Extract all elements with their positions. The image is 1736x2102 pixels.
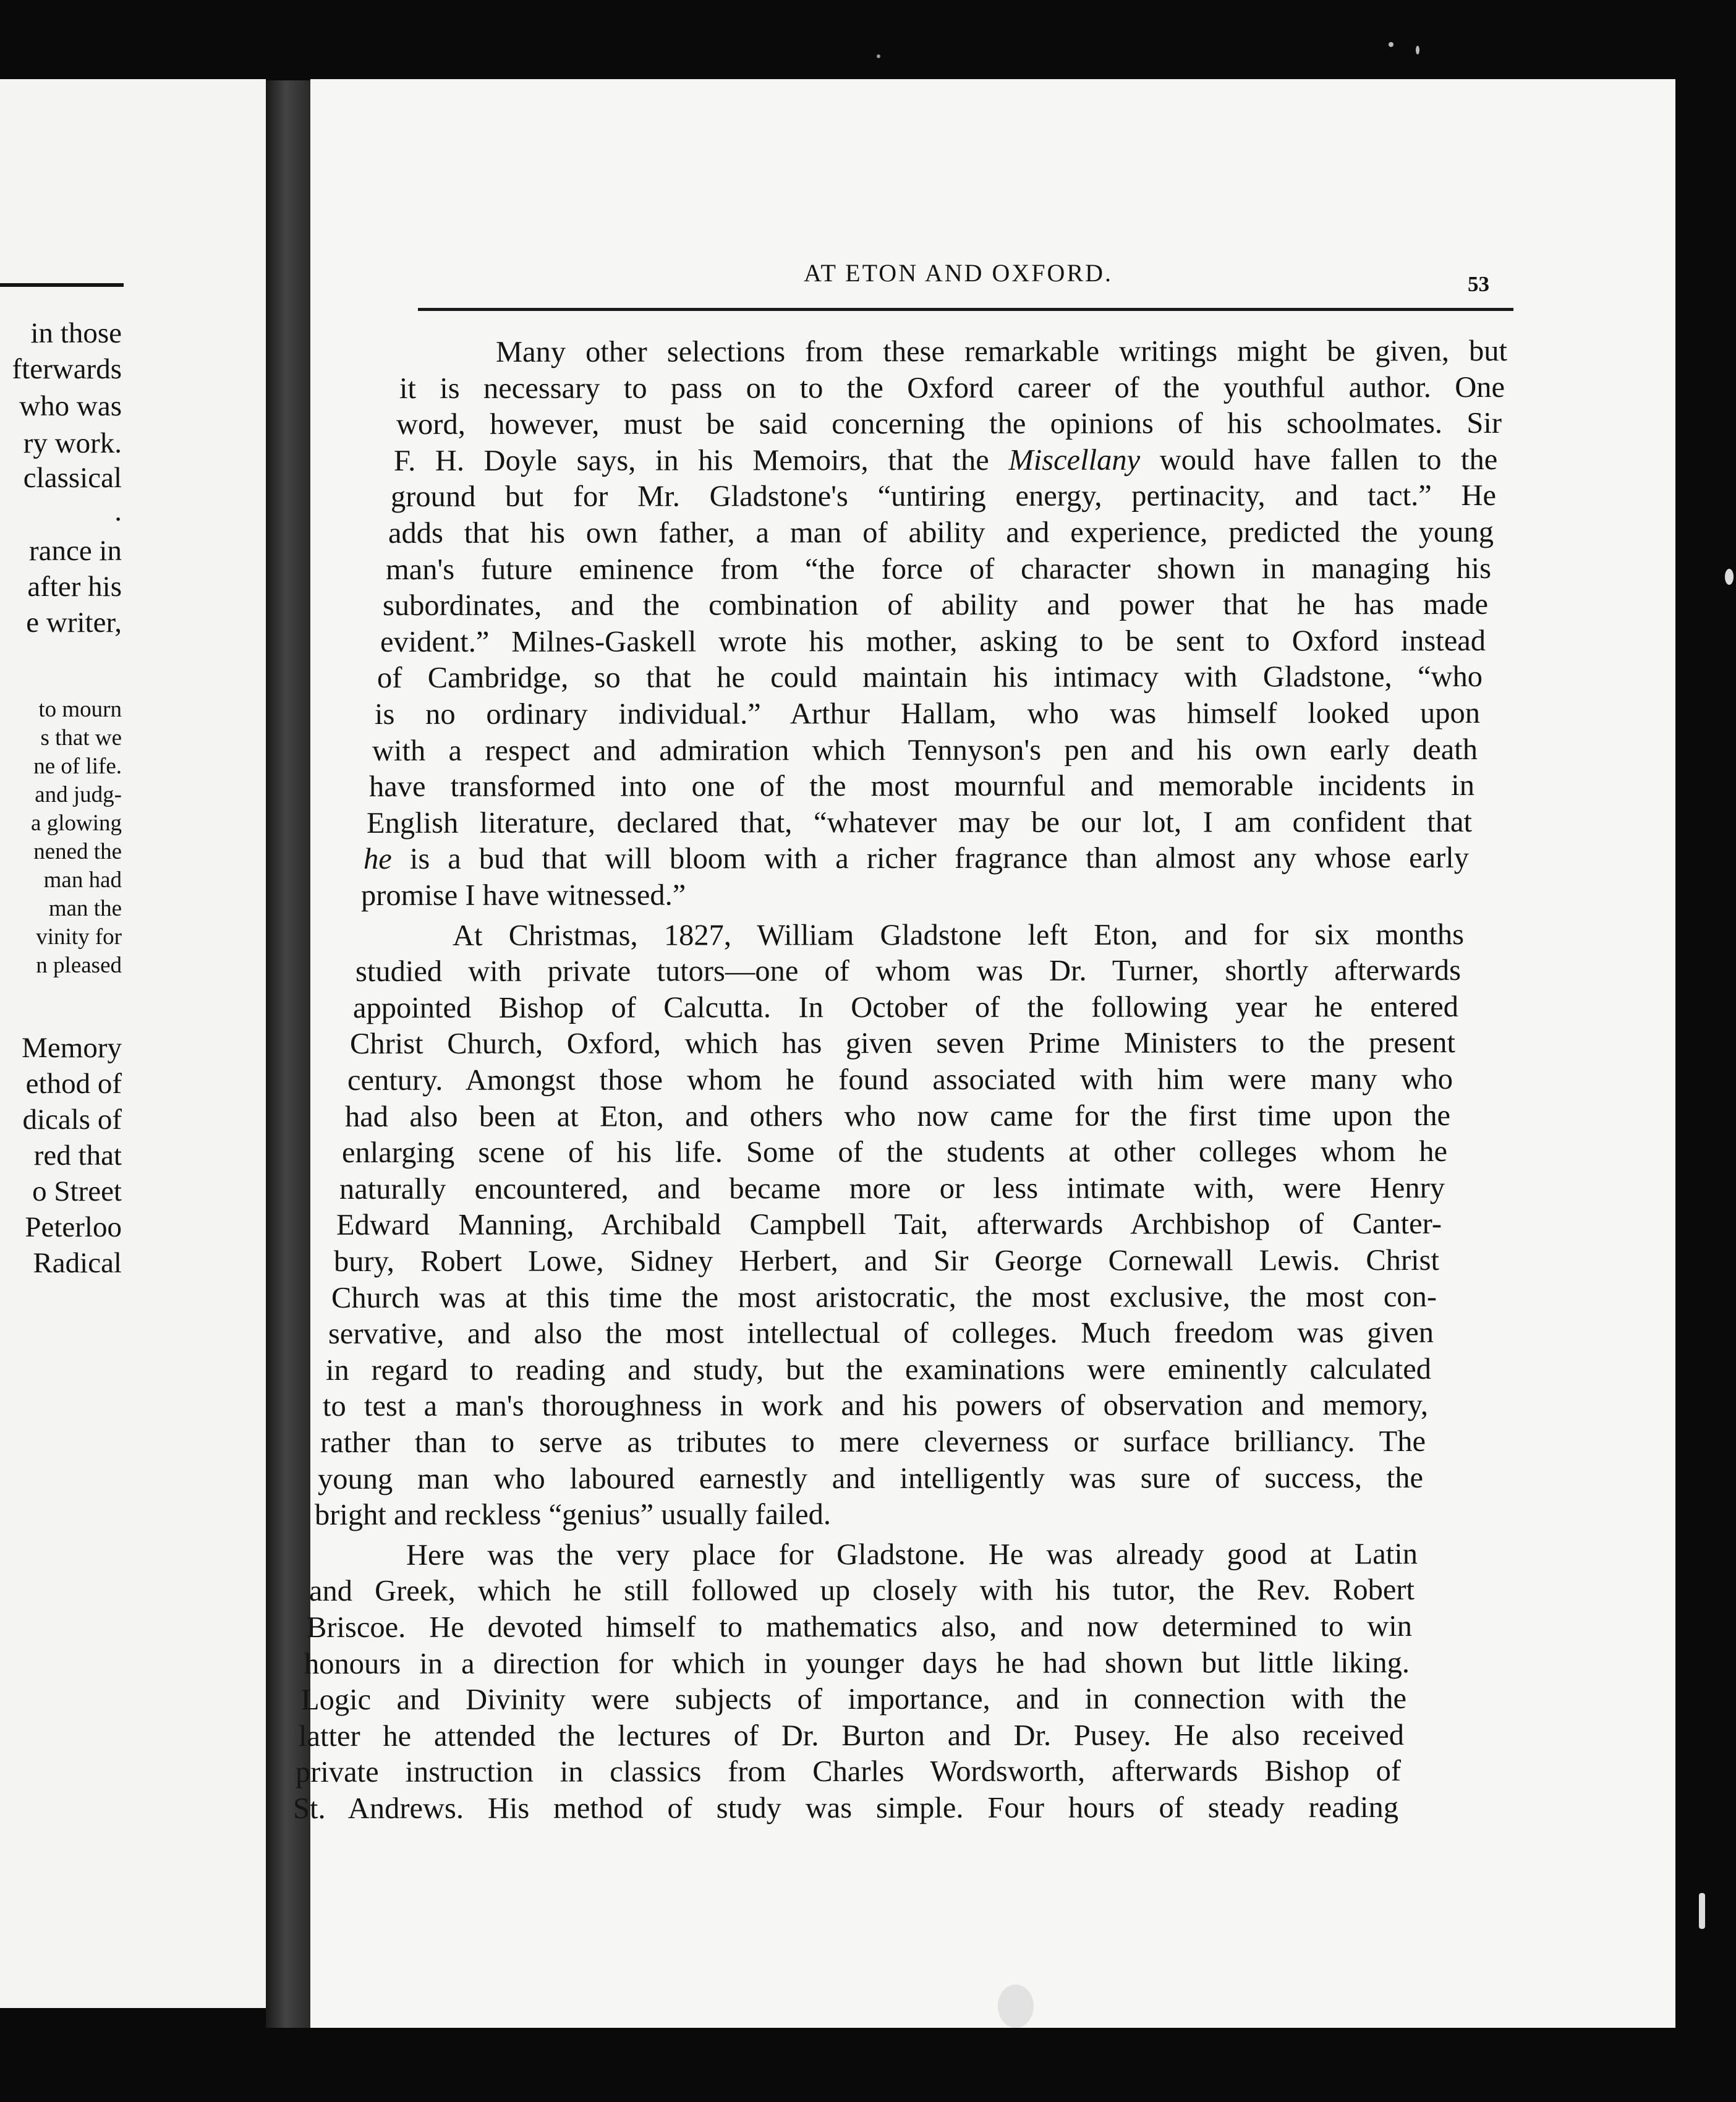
body-line: with a respect and admiration which Tennyson's pen and his own early death bbox=[372, 733, 1478, 767]
left-page-line: Radical bbox=[33, 1247, 122, 1279]
body-line: and Greek, which he still followed up closely with his tutor, the Rev. Robert bbox=[309, 1573, 1415, 1608]
body-line: latter he attended the lectures of Dr. Burton and Dr. Pusey. He also received bbox=[298, 1718, 1404, 1753]
left-page-line: fterwards bbox=[12, 353, 122, 385]
body-line: adds that his own father, a man of ability and experience, predicted the young bbox=[388, 515, 1494, 550]
body-line: bright and reckless “genius” usually failed. bbox=[315, 1498, 832, 1532]
left-page-line: vinity for bbox=[36, 924, 122, 950]
body-line: Church was at this time the most aristocratic, the most exclusive, the most con- bbox=[331, 1280, 1437, 1314]
body-line: servative, and also the most intellectual of colleges. Much freedom was given bbox=[328, 1316, 1434, 1351]
body-line: Logic and Divinity were subjects of importance, and in connection with the bbox=[301, 1682, 1407, 1717]
body-line: St. Andrews. His method of study was simple. Four hours of steady reading bbox=[292, 1790, 1399, 1825]
body-line: he is a bud that will bloom with a richer fragrance than almost any whose early bbox=[364, 841, 1470, 876]
left-page-line: ethod of bbox=[25, 1068, 122, 1100]
body-line: private instruction in classics from Charles Wordsworth, afterwards Bishop of bbox=[296, 1755, 1402, 1789]
page-number: 53 bbox=[1468, 272, 1489, 296]
left-page-line: classical bbox=[23, 462, 122, 494]
left-page-line: rance in bbox=[28, 535, 122, 567]
body-line: young man who laboured earnestly and intelligently was sure of success, the bbox=[317, 1461, 1423, 1496]
left-page-line: in those bbox=[30, 317, 122, 349]
left-page-line: a glowing bbox=[31, 811, 122, 836]
left-page-line: s that we bbox=[40, 725, 122, 751]
body-line: Briscoe. He devoted himself to mathematics also, and now determined to win bbox=[306, 1609, 1413, 1644]
body-line: honours in a direction for which in younger days he had shown but little liking. bbox=[304, 1646, 1410, 1680]
running-head: AT ETON AND OXFORD. bbox=[804, 259, 1113, 287]
body-line: Edward Manning, Archibald Campbell Tait, afterwards Archbishop of Canter- bbox=[336, 1207, 1442, 1242]
body-line: Christ Church, Oxford, which has given seven Prime Ministers to the present bbox=[350, 1026, 1456, 1061]
body-line: is no ordinary individual.” Arthur Hallam, who was himself looked upon bbox=[374, 696, 1481, 731]
left-page-line: dicals of bbox=[22, 1104, 122, 1136]
body-line: naturally encountered, and became more or less intimate with, were Henry bbox=[339, 1171, 1445, 1206]
left-page-line: o Street bbox=[32, 1175, 122, 1207]
body-line: studied with private tutors—one of whom was Dr. Turner, shortly afterwards bbox=[355, 954, 1462, 989]
body-line: in regard to reading and study, but the examinations were eminently calculated bbox=[325, 1352, 1431, 1387]
body-line: had also been at Eton, and others who now came for the first time upon the bbox=[344, 1099, 1450, 1133]
body-line: enlarging scene of his life. Some of the students at other colleges whom he bbox=[342, 1135, 1448, 1170]
left-page-line: Peterloo bbox=[25, 1211, 122, 1243]
left-page-line: man the bbox=[48, 896, 122, 921]
left-page-line: and judg- bbox=[35, 782, 122, 807]
left-page-line: ry work. bbox=[23, 427, 122, 459]
body-line: word, however, must be said concerning the opinions of his schoolmates. Sir bbox=[396, 407, 1502, 441]
body-line: it is necessary to pass on to the Oxford career of the youthful author. One bbox=[399, 370, 1505, 405]
left-page-line: who was bbox=[19, 390, 122, 422]
left-page-line: to mourn bbox=[38, 697, 122, 722]
body-line: English literature, declared that, “whatever may be our lot, I am confident that bbox=[366, 805, 1472, 840]
body-line: Many other selections from these remarkable writings might be given, but bbox=[495, 334, 1508, 368]
body-line: ground but for Mr. Gladstone's “untiring energy, pertinacity, and tact.” He bbox=[391, 479, 1497, 514]
body-line: bury, Robert Lowe, Sidney Herbert, and Sir George Cornewall Lewis. Christ bbox=[333, 1243, 1440, 1278]
body-line: to test a man's thoroughness in work and his powers of observation and memory, bbox=[323, 1389, 1429, 1423]
body-line: man's future eminence from “the force of character shown in managing his bbox=[385, 551, 1491, 586]
left-page-line: nened the bbox=[33, 839, 122, 864]
italic-word: Miscellany bbox=[1008, 443, 1140, 477]
body-line: Here was the very place for Gladstone. He was already good at Latin bbox=[406, 1537, 1418, 1572]
left-page-line: . bbox=[114, 495, 122, 527]
left-page-line: n pleased bbox=[36, 953, 122, 978]
body-line: evident.” Milnes-Gaskell wrote his mother, asking to be sent to Oxford instead bbox=[380, 624, 1486, 658]
body-line: appointed Bishop of Calcutta. In October of the following year he entered bbox=[352, 990, 1458, 1024]
body-line: subordinates, and the combination of ability and power that he has made bbox=[383, 588, 1489, 623]
left-page-line: after his bbox=[27, 571, 122, 603]
left-page-line: red that bbox=[33, 1139, 122, 1172]
italic-word: he bbox=[364, 843, 393, 876]
body-line: promise I have witnessed.” bbox=[360, 879, 686, 912]
left-page-line: e writer, bbox=[26, 606, 122, 639]
body-line: of Cambridge, so that he could maintain his intimacy with Gladstone, “who bbox=[377, 660, 1483, 695]
left-page-line: man had bbox=[43, 867, 122, 893]
body-line: At Christmas, 1827, William Gladstone left Eton, and for six months bbox=[452, 917, 1464, 952]
body-line: F. H. Doyle says, in his Memoirs, that the Miscellany would have fallen to the bbox=[393, 443, 1498, 477]
body-line: have transformed into one of the most mournful and memorable incidents in bbox=[369, 769, 1475, 804]
left-page-line: Memory bbox=[22, 1032, 122, 1064]
left-page-line: ne of life. bbox=[33, 754, 122, 779]
body-line: century. Amongst those whom he found associated with him were many who bbox=[347, 1062, 1453, 1097]
body-line: rather than to serve as tributes to mere cleverness or surface brilliancy. The bbox=[320, 1424, 1426, 1459]
